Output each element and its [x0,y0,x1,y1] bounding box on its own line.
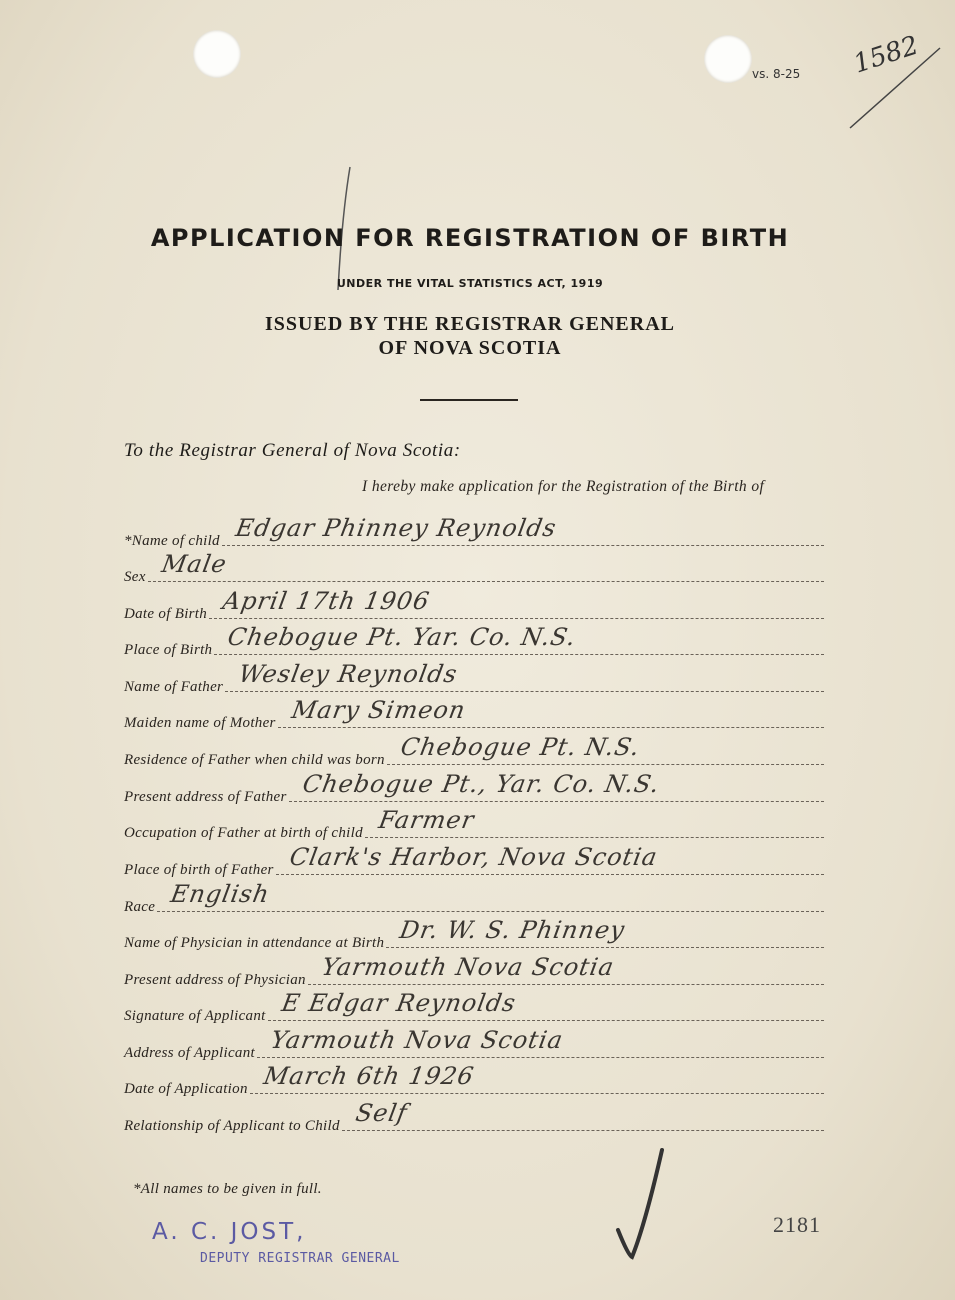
stamp-name: A. C. JOST, [152,1219,307,1245]
field-label: Date of Birth [124,606,208,622]
document-number: 2181 [773,1212,821,1237]
field-value: Clark's Harbor, Nova Scotia [287,843,660,871]
field-value: Yarmouth Nova Scotia [319,953,617,981]
field-label: Maiden name of Mother [124,715,276,731]
field-label: Race [124,899,156,915]
field-label: Date of Application [124,1081,248,1097]
field-value: Edgar Phinney Reynolds [233,514,559,542]
field-label: Present address of Physician [124,972,306,988]
field-label: Address of Applicant [124,1045,255,1061]
check-mark-icon [610,1145,680,1265]
field-row-address-of-applicant [124,1026,824,1062]
field-row-maiden-name-of-mother [124,696,824,732]
field-value: Mary Simeon [289,696,468,724]
form-code: vs. 8-25 [752,67,801,81]
field-label: Name of Physician in attendance at Birth [124,935,385,951]
field-row-name-of-father [124,660,824,696]
field-value: Farmer [376,806,477,834]
field-label: *Name of child [124,533,220,549]
field-value: Yarmouth Nova Scotia [268,1026,566,1054]
field-row-date-of-application [124,1062,824,1098]
field-label: Occupation of Father at birth of child [124,825,363,841]
field-row-occupation-of-father [124,806,824,842]
field-value: Male [159,550,229,578]
field-label: Sex [124,569,146,585]
field-row-relationship [124,1099,824,1135]
field-value: Chebogue Pt., Yar. Co. N.S. [300,770,662,798]
stamp-title: DEPUTY REGISTRAR GENERAL [200,1251,400,1266]
issuer-line-1: ISSUED BY THE REGISTRAR GENERAL [265,313,675,335]
field-value: Chebogue Pt. Yar. Co. N.S. [225,623,579,651]
field-row-address-of-physician [124,953,824,989]
divider [420,399,518,401]
field-label: Place of birth of Father [124,862,274,878]
field-row-residence-of-father [124,733,824,769]
field-value: March 6th 1926 [261,1062,477,1090]
field-row-signature-of-applicant [124,989,824,1025]
field-value: Chebogue Pt. N.S. [398,733,643,761]
field-label: Residence of Father when child was born [124,752,385,768]
field-label: Name of Father [124,679,224,695]
field-value: English [168,880,273,908]
addressee: To the Registrar General of Nova Scotia: [124,440,461,461]
field-row-physician [124,916,824,952]
field-row-date-of-birth [124,587,824,623]
file-number: 1582 [849,30,923,80]
field-value: Dr. W. S. Phinney [397,916,628,944]
form-subtitle: UNDER THE VITAL STATISTICS ACT, 1919 [336,277,604,290]
field-value: E Edgar Reynolds [279,989,518,1017]
footnote: *All names to be given in full. [133,1181,322,1197]
field-value: Self [353,1099,410,1127]
issuer-line-2: OF NOVA SCOTIA [378,337,562,359]
punch-hole-right [704,35,752,83]
pencil-slash-mark [840,40,950,135]
field-label: Signature of Applicant [124,1008,266,1024]
field-row-name-of-child [124,514,824,550]
field-value: April 17th 1906 [220,587,433,615]
field-row-sex [124,550,824,586]
form-title: APPLICATION FOR REGISTRATION OF BIRTH [150,224,790,252]
field-label: Place of Birth [124,642,213,658]
field-label: Relationship of Applicant to Child [124,1118,340,1134]
field-row-present-address-of-father [124,770,824,806]
field-row-place-of-birth-of-father [124,843,824,879]
field-row-race [124,880,824,916]
field-label: Present address of Father [124,789,287,805]
field-value: Wesley Reynolds [236,660,461,688]
punch-hole-left [193,30,241,78]
field-row-place-of-birth [124,623,824,659]
intro-text: I hereby make application for the Registration of the Birth of [362,478,765,495]
